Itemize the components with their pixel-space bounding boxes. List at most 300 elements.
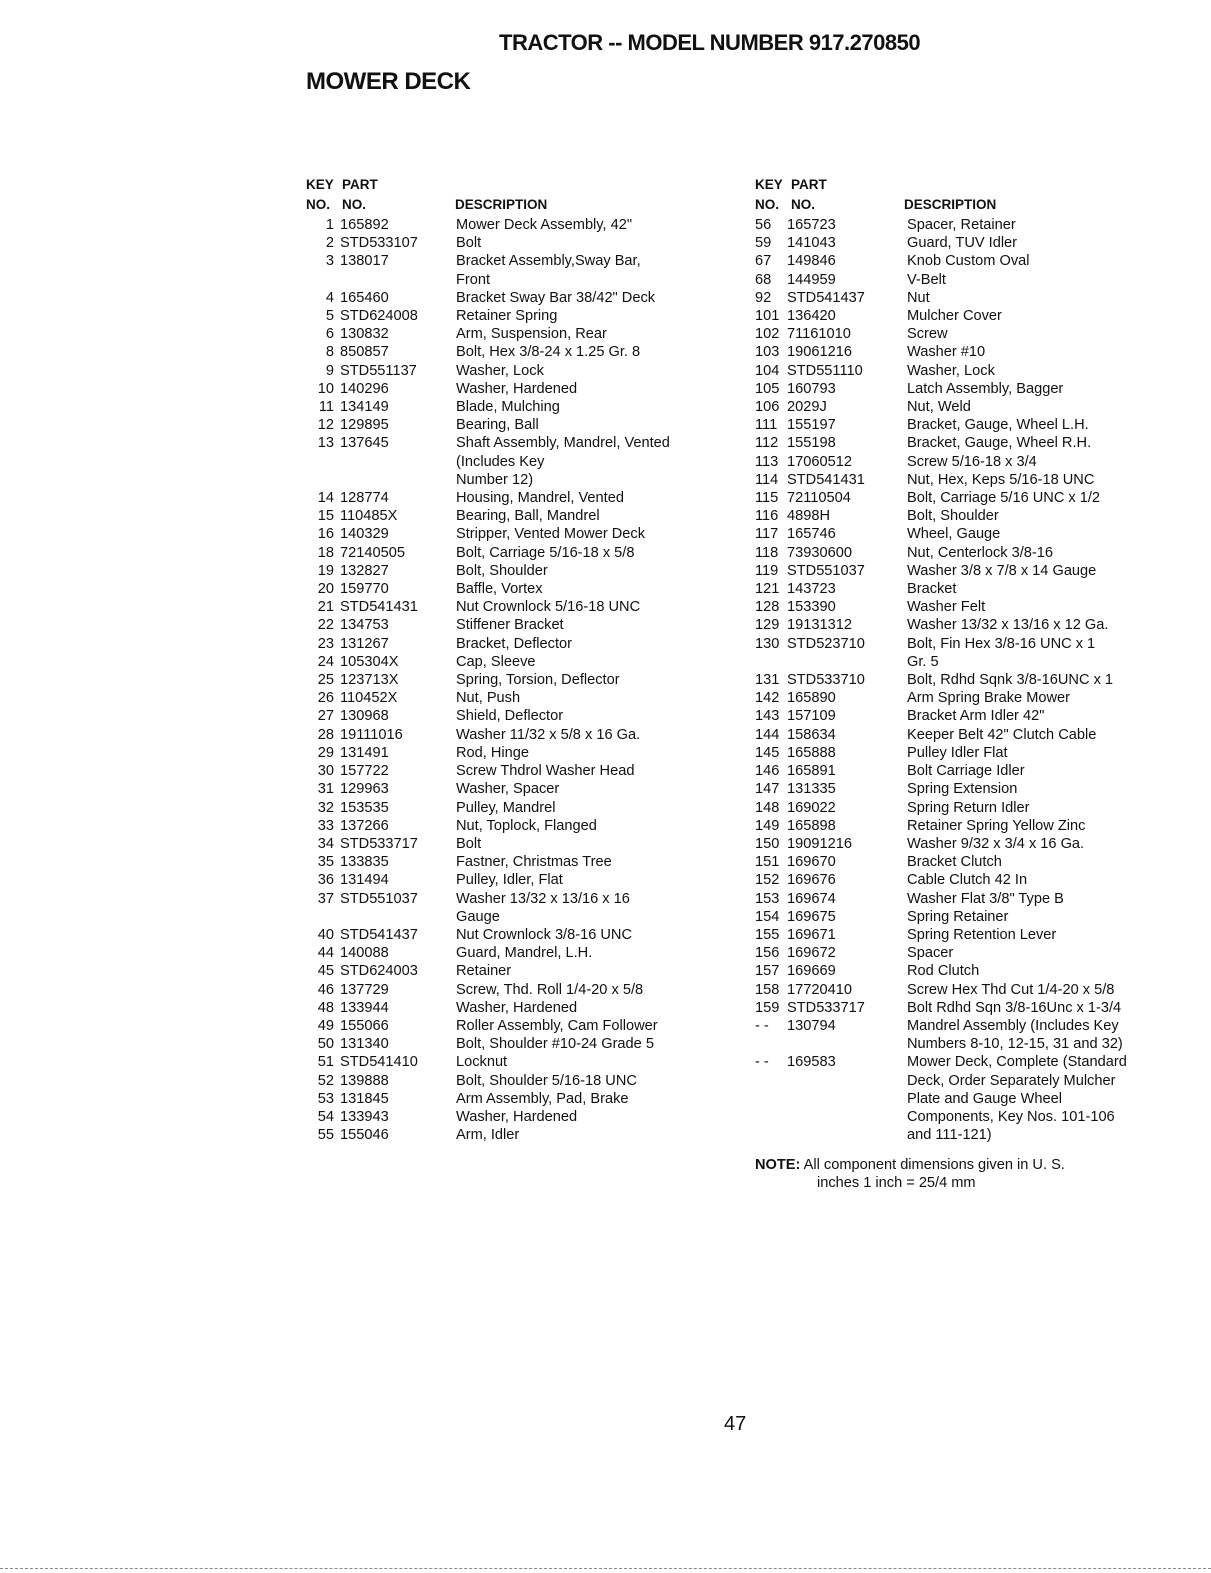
part-description: Arm Assembly, Pad, Brake bbox=[456, 1090, 629, 1107]
page-number: 47 bbox=[724, 1413, 747, 1435]
part-number: 850857 bbox=[340, 344, 389, 361]
part-number: 130968 bbox=[340, 708, 389, 725]
part-number: STD533717 bbox=[787, 999, 865, 1016]
part-description: and 111-121) bbox=[907, 1127, 992, 1144]
part-description: Gr. 5 bbox=[907, 653, 939, 670]
key-number: 121 bbox=[755, 581, 780, 598]
part-description: Bolt bbox=[456, 235, 482, 252]
parts-row bbox=[755, 653, 1175, 671]
parts-row bbox=[306, 635, 726, 653]
part-number: 141043 bbox=[787, 235, 836, 252]
header-part-no: NO. bbox=[342, 197, 367, 212]
part-description: Nut, Hex, Keps 5/16-18 UNC bbox=[907, 471, 1095, 488]
part-description: Washer Felt bbox=[907, 599, 986, 616]
key-number bbox=[306, 271, 340, 289]
part-number: STD541431 bbox=[787, 471, 865, 488]
part-number bbox=[340, 908, 456, 926]
parts-row bbox=[306, 580, 726, 598]
parts-row bbox=[755, 744, 1175, 762]
part-description: Screw Hex Thd Cut 1/4-20 x 5/8 bbox=[907, 981, 1115, 998]
parts-row bbox=[755, 289, 1175, 307]
part-description: Bolt Rdhd Sqn 3/8-16Unc x 1-3/4 bbox=[907, 999, 1122, 1016]
part-description: Guard, TUV Idler bbox=[907, 235, 1018, 252]
parts-row bbox=[755, 689, 1175, 707]
key-number: 146 bbox=[755, 763, 780, 780]
key-number: 40 bbox=[317, 926, 334, 943]
part-description: Washer, Lock bbox=[456, 362, 544, 379]
part-number: 131491 bbox=[340, 744, 389, 761]
part-description: Nut Crownlock 5/16-18 UNC bbox=[456, 599, 641, 616]
key-number: 154 bbox=[755, 908, 780, 925]
parts-row bbox=[306, 981, 726, 999]
parts-row bbox=[306, 671, 726, 689]
parts-row bbox=[755, 580, 1175, 598]
part-number: 133835 bbox=[340, 854, 389, 871]
key-number: 130 bbox=[755, 635, 780, 652]
part-description: Bearing, Ball bbox=[456, 417, 539, 434]
key-number: 142 bbox=[755, 690, 780, 707]
part-number: 169676 bbox=[787, 872, 836, 889]
part-number: 137645 bbox=[340, 435, 389, 452]
key-number: 21 bbox=[317, 599, 334, 616]
part-number: 165891 bbox=[787, 763, 836, 780]
part-number: 138017 bbox=[340, 253, 389, 270]
part-number: 143723 bbox=[787, 581, 836, 598]
part-number: 169672 bbox=[787, 945, 836, 962]
part-description: Nut, Toplock, Flanged bbox=[456, 817, 597, 834]
key-number bbox=[755, 1108, 787, 1126]
key-number: 49 bbox=[317, 1017, 334, 1034]
parts-row bbox=[306, 1126, 726, 1144]
part-description: Spring Retention Lever bbox=[907, 926, 1057, 943]
part-description: Nut bbox=[907, 289, 930, 306]
part-number: 130794 bbox=[787, 1017, 836, 1034]
part-description: Bracket bbox=[907, 581, 957, 598]
part-number: 131335 bbox=[787, 781, 836, 798]
key-number: 1 bbox=[325, 217, 334, 233]
part-number bbox=[787, 1126, 907, 1144]
part-number: 165888 bbox=[787, 744, 836, 761]
parts-row bbox=[755, 726, 1175, 744]
part-number bbox=[787, 1108, 907, 1126]
part-number bbox=[340, 471, 456, 489]
parts-row bbox=[755, 762, 1175, 780]
parts-row bbox=[306, 926, 726, 944]
part-number: 169022 bbox=[787, 799, 836, 816]
parts-row bbox=[306, 507, 726, 525]
parts-row bbox=[306, 653, 726, 671]
key-number: 2 bbox=[325, 235, 334, 252]
parts-row bbox=[306, 1017, 726, 1035]
part-description: Mower Deck Assembly, 42" bbox=[456, 217, 633, 233]
part-description: Roller Assembly, Cam Follower bbox=[456, 1017, 658, 1034]
part-description: Spring Retainer bbox=[907, 908, 1009, 925]
parts-row bbox=[306, 999, 726, 1017]
parts-row bbox=[306, 707, 726, 725]
header-part: PART bbox=[791, 177, 827, 192]
part-number: 153390 bbox=[787, 599, 836, 616]
parts-row bbox=[306, 416, 726, 434]
part-description: Retainer Spring Yellow Zinc bbox=[907, 817, 1086, 834]
parts-row bbox=[755, 890, 1175, 908]
key-number: 158 bbox=[755, 981, 780, 998]
part-number: 153535 bbox=[340, 799, 389, 816]
key-number bbox=[306, 471, 340, 489]
key-number: 129 bbox=[755, 617, 780, 634]
key-number bbox=[755, 1035, 787, 1053]
key-number: 29 bbox=[317, 744, 334, 761]
key-number: 52 bbox=[317, 1072, 334, 1089]
part-description: Pulley, Idler, Flat bbox=[456, 872, 563, 889]
part-number: 72140505 bbox=[340, 544, 405, 561]
parts-row bbox=[755, 525, 1175, 543]
parts-row bbox=[306, 780, 726, 798]
parts-rows-left bbox=[306, 216, 726, 1144]
part-number bbox=[787, 1090, 907, 1108]
key-number: 37 bbox=[317, 890, 334, 907]
part-number: 137266 bbox=[340, 817, 389, 834]
key-number: 147 bbox=[755, 781, 780, 798]
part-description: Screw 5/16-18 x 3/4 bbox=[907, 453, 1037, 470]
parts-row bbox=[306, 598, 726, 616]
part-number: 134753 bbox=[340, 617, 389, 634]
parts-row bbox=[306, 398, 726, 416]
key-number: 145 bbox=[755, 744, 780, 761]
part-description: Spacer bbox=[907, 945, 954, 962]
parts-row bbox=[306, 307, 726, 325]
key-number: 28 bbox=[317, 726, 334, 743]
part-number: STD541410 bbox=[340, 1054, 418, 1071]
parts-row bbox=[306, 525, 726, 543]
part-number: 155197 bbox=[787, 417, 836, 434]
part-number: 137729 bbox=[340, 981, 389, 998]
key-number: 20 bbox=[317, 581, 334, 598]
part-description: Screw bbox=[907, 326, 948, 343]
parts-row bbox=[755, 962, 1175, 980]
parts-row bbox=[306, 835, 726, 853]
part-number: 155066 bbox=[340, 1017, 389, 1034]
part-description: Bolt, Shoulder 5/16-18 UNC bbox=[456, 1072, 637, 1089]
part-number: 155198 bbox=[787, 435, 836, 452]
header-key: KEY bbox=[755, 177, 783, 192]
parts-row bbox=[755, 1108, 1175, 1126]
parts-rows-right bbox=[755, 216, 1175, 1144]
part-description: Bracket, Deflector bbox=[456, 635, 572, 652]
part-number: STD551137 bbox=[340, 362, 417, 379]
part-number bbox=[787, 1072, 907, 1090]
part-description: Spacer, Retainer bbox=[907, 217, 1016, 233]
part-description: Washer, Hardened bbox=[456, 999, 578, 1016]
part-number: STD541431 bbox=[340, 599, 418, 616]
parts-row bbox=[755, 598, 1175, 616]
key-number bbox=[306, 908, 340, 926]
parts-row bbox=[306, 871, 726, 889]
key-number bbox=[755, 1072, 787, 1090]
parts-row bbox=[755, 1035, 1175, 1053]
key-number: - - bbox=[755, 1054, 769, 1071]
header-part-no: NO. bbox=[791, 197, 816, 212]
part-description: Arm, Idler bbox=[456, 1127, 520, 1144]
key-number: 153 bbox=[755, 890, 780, 907]
part-description: Nut, Weld bbox=[907, 399, 971, 416]
part-description: Mandrel Assembly (Includes Key bbox=[907, 1017, 1119, 1034]
column-headers-left bbox=[306, 176, 726, 216]
part-description: Retainer Spring bbox=[456, 308, 558, 325]
parts-row bbox=[755, 1072, 1175, 1090]
part-number: 133944 bbox=[340, 999, 389, 1016]
part-number: STD533107 bbox=[340, 235, 418, 252]
part-description: Bolt, Hex 3/8-24 x 1.25 Gr. 8 bbox=[456, 344, 641, 361]
parts-row bbox=[306, 289, 726, 307]
key-number: 26 bbox=[317, 690, 334, 707]
part-description: Nut Crownlock 3/8-16 UNC bbox=[456, 926, 632, 943]
parts-row bbox=[755, 707, 1175, 725]
parts-row bbox=[755, 398, 1175, 416]
part-description: Screw Thdrol Washer Head bbox=[456, 763, 635, 780]
part-number: 157109 bbox=[787, 708, 836, 725]
parts-row bbox=[306, 616, 726, 634]
key-number: 24 bbox=[317, 653, 334, 670]
parts-row bbox=[755, 216, 1175, 234]
part-number: 169669 bbox=[787, 963, 836, 980]
part-description: Bolt, Shoulder #10-24 Grade 5 bbox=[456, 1036, 654, 1053]
part-number: 19131312 bbox=[787, 617, 852, 634]
key-number: 11 bbox=[318, 399, 334, 416]
part-description: Spring Return Idler bbox=[907, 799, 1030, 816]
key-number: 9 bbox=[325, 362, 334, 379]
key-number: 119 bbox=[755, 562, 779, 579]
key-number: 30 bbox=[317, 763, 334, 780]
part-description: Rod Clutch bbox=[907, 963, 980, 980]
key-number: 46 bbox=[317, 981, 334, 998]
parts-row bbox=[306, 343, 726, 361]
key-number: 16 bbox=[317, 526, 334, 543]
parts-row bbox=[755, 780, 1175, 798]
parts-row bbox=[306, 380, 726, 398]
key-number: 31 bbox=[317, 781, 334, 798]
note-label: NOTE: bbox=[755, 1157, 801, 1173]
part-description: Washer, Hardened bbox=[456, 380, 578, 397]
part-number: STD541437 bbox=[340, 926, 418, 943]
part-description: Baffle, Vortex bbox=[456, 581, 543, 598]
parts-row bbox=[755, 999, 1175, 1017]
part-description: Bracket Sway Bar 38/42" Deck bbox=[456, 289, 656, 306]
key-number bbox=[755, 653, 787, 671]
key-number: 92 bbox=[755, 289, 772, 306]
key-number bbox=[306, 453, 340, 471]
part-number: 128774 bbox=[340, 490, 389, 507]
parts-row bbox=[306, 726, 726, 744]
key-number: 14 bbox=[317, 490, 334, 507]
parts-row bbox=[306, 434, 726, 452]
parts-row bbox=[755, 1090, 1175, 1108]
part-number: 2029J bbox=[787, 399, 827, 416]
parts-row bbox=[306, 471, 726, 489]
part-number: 131267 bbox=[340, 635, 389, 652]
key-number: 113 bbox=[755, 453, 779, 470]
parts-row bbox=[306, 962, 726, 980]
part-number: 129963 bbox=[340, 781, 389, 798]
parts-row bbox=[306, 817, 726, 835]
part-number: 169671 bbox=[787, 926, 836, 943]
parts-row bbox=[755, 471, 1175, 489]
part-number: STD523710 bbox=[787, 635, 865, 652]
part-number: 165898 bbox=[787, 817, 836, 834]
key-number bbox=[755, 1090, 787, 1108]
key-number: 116 bbox=[755, 508, 779, 525]
part-description: Bracket Clutch bbox=[907, 854, 1002, 871]
part-number: 130832 bbox=[340, 326, 389, 343]
part-description: Bolt, Shoulder bbox=[456, 562, 548, 579]
part-description: Rod, Hinge bbox=[456, 744, 530, 761]
key-number: 152 bbox=[755, 872, 780, 889]
parts-row bbox=[306, 453, 726, 471]
part-description: Locknut bbox=[456, 1054, 508, 1071]
part-description: Guard, Mandrel, L.H. bbox=[456, 945, 593, 962]
part-number: 131845 bbox=[340, 1090, 389, 1107]
parts-row bbox=[306, 216, 726, 234]
parts-row bbox=[755, 635, 1175, 653]
key-number: 22 bbox=[317, 617, 334, 634]
key-number: 148 bbox=[755, 799, 780, 816]
part-description: Bolt, Fin Hex 3/8-16 UNC x 1 bbox=[907, 635, 1096, 652]
parts-row bbox=[755, 1126, 1175, 1144]
parts-row bbox=[306, 744, 726, 762]
key-number: 6 bbox=[325, 326, 334, 343]
parts-row bbox=[306, 1035, 726, 1053]
note bbox=[755, 1156, 1065, 1192]
part-description: Cap, Sleeve bbox=[456, 653, 536, 670]
key-number: 36 bbox=[317, 872, 334, 889]
part-description: Blade, Mulching bbox=[456, 399, 560, 416]
key-number: 156 bbox=[755, 945, 780, 962]
part-description: Plate and Gauge Wheel bbox=[907, 1090, 1062, 1107]
parts-row bbox=[306, 234, 726, 252]
page-edge-divider bbox=[0, 1568, 1211, 1569]
key-number: 4 bbox=[325, 289, 334, 306]
key-number: 59 bbox=[755, 235, 772, 252]
part-number: STD624003 bbox=[340, 963, 418, 980]
parts-row bbox=[306, 799, 726, 817]
key-number: 114 bbox=[755, 471, 779, 488]
part-description: Knob Custom Oval bbox=[907, 253, 1030, 270]
part-description: Bearing, Ball, Mandrel bbox=[456, 508, 600, 525]
part-number: 169675 bbox=[787, 908, 836, 925]
parts-row bbox=[306, 1090, 726, 1108]
part-description: Mower Deck, Complete (Standard bbox=[907, 1054, 1127, 1071]
parts-row bbox=[755, 507, 1175, 525]
part-number: 165723 bbox=[787, 217, 836, 233]
part-number: 133943 bbox=[340, 1108, 389, 1125]
part-description: Washer, Lock bbox=[907, 362, 995, 379]
parts-row bbox=[306, 362, 726, 380]
part-number: 165890 bbox=[787, 690, 836, 707]
part-number: STD551110 bbox=[787, 362, 863, 379]
part-number: 110485X bbox=[340, 508, 398, 525]
parts-row bbox=[755, 489, 1175, 507]
part-description: Bracket, Gauge, Wheel L.H. bbox=[907, 417, 1089, 434]
part-description: Bolt, Carriage 5/16-18 x 5/8 bbox=[456, 544, 635, 561]
part-description: Bolt, Rdhd Sqnk 3/8-16UNC x 1 bbox=[907, 672, 1114, 689]
key-number: 34 bbox=[317, 835, 334, 852]
part-description: Washer 11/32 x 5/8 x 16 Ga. bbox=[456, 726, 641, 743]
key-number: 149 bbox=[755, 817, 780, 834]
key-number: 55 bbox=[317, 1127, 334, 1144]
parts-row bbox=[755, 252, 1175, 270]
part-number: 132827 bbox=[340, 562, 389, 579]
key-number: 118 bbox=[755, 544, 779, 561]
part-number bbox=[340, 271, 456, 289]
parts-row bbox=[755, 944, 1175, 962]
part-number: STD624008 bbox=[340, 308, 418, 325]
part-description: Components, Key Nos. 101-106 bbox=[907, 1108, 1115, 1125]
parts-row bbox=[755, 926, 1175, 944]
part-number: 105304X bbox=[340, 653, 399, 670]
part-number: STD551037 bbox=[787, 562, 865, 579]
part-number: 129895 bbox=[340, 417, 389, 434]
part-number: 19061216 bbox=[787, 344, 852, 361]
header-description: DESCRIPTION bbox=[904, 197, 997, 212]
parts-list-right bbox=[755, 176, 1175, 1144]
parts-row bbox=[306, 762, 726, 780]
part-number: 71161010 bbox=[787, 326, 851, 343]
key-number: 48 bbox=[317, 999, 334, 1016]
part-number: 110452X bbox=[340, 690, 398, 707]
key-number: 25 bbox=[317, 672, 334, 689]
parts-row bbox=[306, 689, 726, 707]
part-description: Cable Clutch 42 In bbox=[907, 872, 1028, 889]
part-number: 165460 bbox=[340, 289, 389, 306]
parts-row bbox=[306, 853, 726, 871]
part-description: Retainer bbox=[456, 963, 512, 980]
parts-row bbox=[306, 252, 726, 270]
parts-row bbox=[755, 835, 1175, 853]
part-number: 169670 bbox=[787, 854, 836, 871]
part-description: (Includes Key bbox=[456, 453, 545, 470]
key-number: 151 bbox=[755, 854, 780, 871]
part-description: Gauge bbox=[456, 908, 500, 925]
part-number: STD533717 bbox=[340, 835, 418, 852]
part-description: Stiffener Bracket bbox=[456, 617, 564, 634]
part-description: Mulcher Cover bbox=[907, 308, 1002, 325]
parts-row bbox=[755, 1053, 1175, 1071]
part-description: Washer, Spacer bbox=[456, 781, 560, 798]
parts-row bbox=[755, 1017, 1175, 1035]
key-number: 50 bbox=[317, 1036, 334, 1053]
parts-row bbox=[755, 362, 1175, 380]
key-number: 103 bbox=[755, 344, 780, 361]
part-number: 134149 bbox=[340, 399, 389, 416]
key-number: 53 bbox=[317, 1090, 334, 1107]
parts-row bbox=[306, 489, 726, 507]
part-description: Washer, Hardened bbox=[456, 1108, 578, 1125]
key-number: 143 bbox=[755, 708, 780, 725]
part-number: 149846 bbox=[787, 253, 836, 270]
part-number: STD533710 bbox=[787, 672, 865, 689]
key-number: 32 bbox=[317, 799, 334, 816]
part-number: 19091216 bbox=[787, 835, 852, 852]
key-number: 10 bbox=[317, 380, 334, 397]
key-number: 105 bbox=[755, 380, 780, 397]
parts-row bbox=[306, 325, 726, 343]
key-number: 68 bbox=[755, 271, 772, 288]
key-number: 27 bbox=[317, 708, 334, 725]
part-number: 17060512 bbox=[787, 453, 852, 470]
key-number: 23 bbox=[317, 635, 334, 652]
parts-row bbox=[306, 890, 726, 908]
key-number: 13 bbox=[317, 435, 334, 452]
part-number: 158634 bbox=[787, 726, 836, 743]
